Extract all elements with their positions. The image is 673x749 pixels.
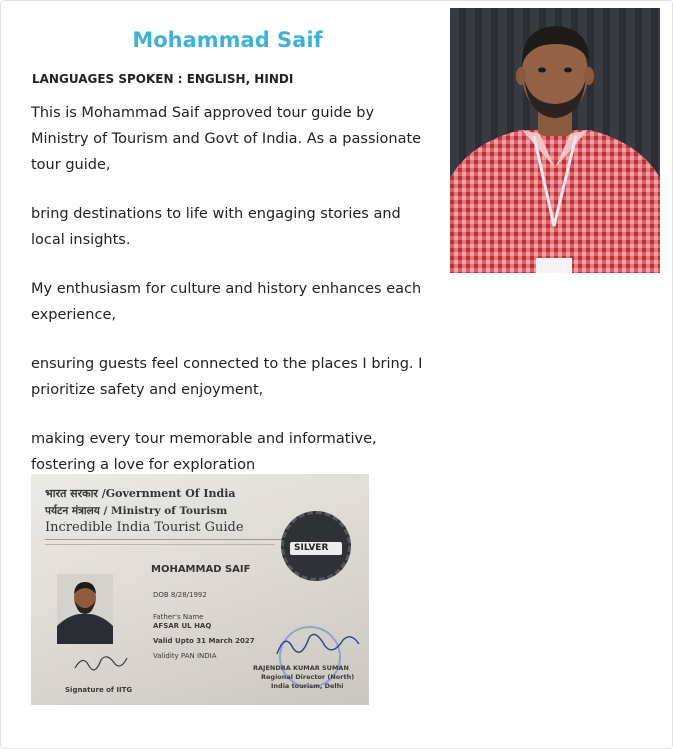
bio-paragraph: My enthusiasm for culture and history enhances each experience,: [31, 281, 422, 323]
validity: Validity PAN INDIA: [153, 652, 217, 660]
card-divider: [45, 539, 293, 540]
guide-bio: [31, 100, 431, 501]
guide-name: Mohammad Saif: [132, 28, 323, 52]
valid-upto: Valid Upto 31 March 2027: [153, 637, 255, 645]
badge-label: SILVER: [294, 543, 329, 553]
silver-badge-icon: [281, 511, 351, 581]
holder-name: MOHAMMAD SAIF: [151, 564, 251, 575]
gov-line: भारत सरकार /Government Of India: [45, 487, 236, 500]
languages-spoken: LANGUAGES SPOKEN : ENGLISH, HINDI: [32, 72, 294, 86]
director-signature-icon: [271, 624, 363, 664]
ministry-line: पर्यटन मंत्रालय / Ministry of Tourism: [45, 505, 228, 517]
director-name: RAJENDRA KUMAR SUMAN: [253, 664, 349, 672]
director-title: Regional Director (North): [261, 673, 355, 681]
bio-paragraph: bring destinations to life with engaging stories and local insights.: [31, 206, 401, 248]
father-name: AFSAR UL HAQ: [153, 622, 212, 630]
director-org: India tourism, Delhi: [271, 682, 344, 690]
card-divider: [45, 544, 275, 545]
holder-photo: [57, 574, 113, 644]
bio-paragraph: This is Mohammad Saif approved tour guide by Ministry of Tourism and Govt of India. As a passionate tour guide,: [31, 105, 422, 173]
tourist-guide-id-card: [31, 474, 369, 705]
holder-signature-icon: [71, 650, 131, 674]
bio-paragraph: ensuring guests feel connected to the places I bring. I prioritize safety and enjoyment,: [31, 356, 423, 398]
bio-paragraph: making every tour memorable and informative, fostering a love for exploration: [31, 431, 377, 473]
holder-dob: DOB 8/28/1992: [153, 591, 207, 599]
brand-line: Incredible India Tourist Guide: [45, 520, 244, 535]
guide-portrait-photo: [450, 8, 660, 273]
signature-label: Signature of IITG: [65, 686, 133, 694]
father-label: Father's Name: [153, 613, 204, 621]
